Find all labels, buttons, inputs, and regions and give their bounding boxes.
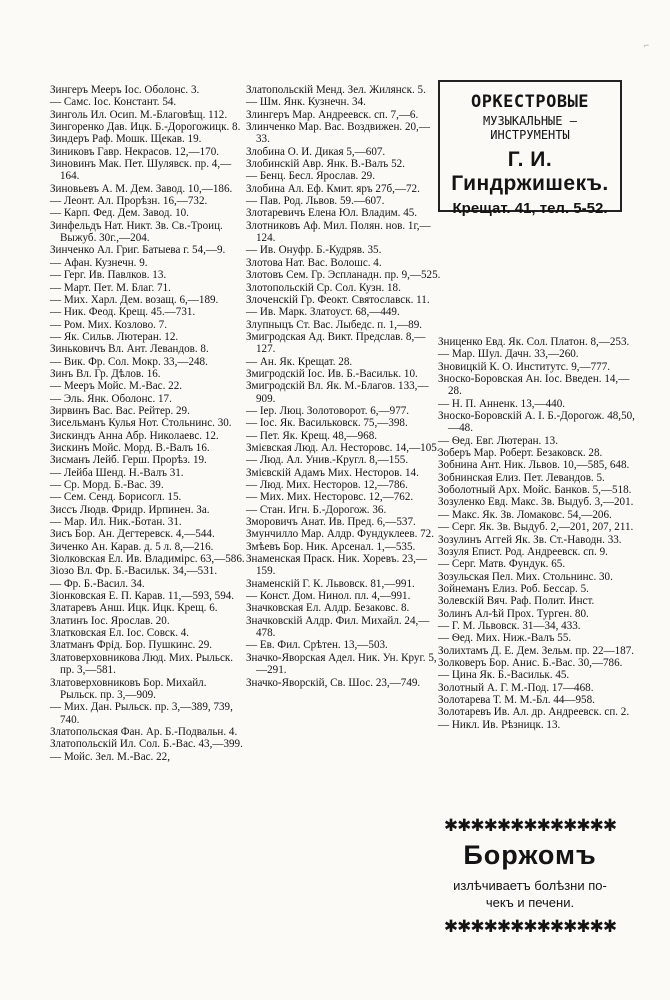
directory-entry: — Пав. Род. Львов. 59.—607. (246, 195, 385, 208)
margin-mark: ⌐ (644, 40, 650, 50)
directory-entry: Зиченко Ан. Карав. д. 5 л. 8,—216. (50, 540, 214, 553)
directory-entry: — Люд. Ал. Унив.-Кругл. 8,—155. (246, 454, 409, 467)
directory-entry: Зновицкій К. О. Институтс. 9,—777. (438, 360, 611, 373)
directory-entry: — Ник. Феод. Крещ. 45.—731. (50, 306, 196, 319)
directory-entry: — Конст. Дом. Нинол. пл. 4,—991. (246, 590, 411, 603)
directory-entry: — Март. Пет. М. Благ. 71. (50, 281, 171, 294)
directory-column-2 (246, 84, 442, 689)
directory-entry: Златоверховникова Люд. Мих. Рыльск. пр. 3,—581. (50, 651, 234, 677)
directory-entry: Зисманъ Лейб. Герш. Прорѣз. 19. (50, 454, 207, 467)
directory-entry: Змієвскій Адамъ Мих. Несторов. 14. (246, 466, 419, 479)
directory-entry: — Мар. Ил. Ник.-Ботан. 31. (50, 516, 182, 529)
directory-entry: Значко-Яворская Адел. Ник. Ун. Круг. 5,—291. (246, 651, 437, 677)
directory-entry: Зирвинъ Вас. Вас. Рейтер. 29. (50, 404, 190, 417)
directory-entry: Злупныцъ Ст. Вас. Лыбедс. п. 1,—89. (246, 318, 423, 331)
directory-entry: Змунчилло Мар. Алдр. Фундуклеев. 72. (246, 528, 435, 541)
directory-entry: Злотниковъ Аф. Мил. Полян. нов. 1г,—124. (246, 219, 431, 245)
directory-entry: Змигродскій Вл. Як. М.-Благов. 133,—909. (246, 380, 429, 405)
directory-entry: — Бенц. Бесл. Ярослав. 29. (246, 170, 375, 183)
directory-entry: — Г. М. Львовск. 31—34, 433. (438, 619, 581, 632)
ad-brand: Боржомъ (463, 840, 597, 870)
directory-entry: Зноско-Боровскій А. І. Б.-Дорогож. 48,50,—48. (438, 410, 635, 435)
directory-entry: Злобинскій Авр. Янк. В.-Валъ 52. (246, 158, 405, 171)
directory-entry: — Мар. Шул. Дачн. 33,—260. (438, 348, 579, 361)
directory-entry: Зозуля Епист. Род. Андреевск. сп. 9. (438, 545, 608, 558)
directory-entry: Зингеръ Мееръ Іос. Оболонс. 3. (50, 84, 200, 96)
directory-entry: Златманъ Фрід. Бор. Пушкинс. 29. (50, 639, 213, 652)
directory-entry: — Ѳед. Мих. Ниж.-Валъ 55. (438, 632, 572, 645)
directory-entry: Злотовъ Сем. Гр. Эспланадн. пр. 9,—525. (246, 269, 441, 282)
directory-column-1 (50, 84, 246, 763)
directory-entry: — Эль. Янк. Оболонс. 17. (50, 392, 172, 405)
directory-entry: — Н. П. Анненк. 13,—440. (438, 397, 566, 410)
directory-entry: — Герг. Ив. Павлков. 13. (50, 269, 167, 282)
directory-entry: Зингоренко Дав. Ицк. Б.-Дорогожицк. 8. (50, 121, 241, 134)
directory-entry: Зіозо Вл. Фр. Б.-Васильк. 34,—531. (50, 565, 218, 578)
directory-entry: Зноско-Боровская Ан. Іос. Введен. 14,—28. (438, 373, 630, 398)
directory-entry: Зиссъ Людв. Фридр. Ирпинен. За. (50, 503, 210, 516)
directory-entry: — Іер. Люц. Золотоворот. 6,—977. (246, 404, 410, 417)
directory-entry: Златинъ Іос. Ярослав. 20. (50, 614, 170, 627)
directory-entry: — Макс. Як. Зв. Ломаковс. 54,—206. (438, 508, 612, 521)
directory-entry: — Ср. Морд. Б.-Вас. 39. (50, 479, 164, 491)
directory-entry: Зозулинъ Аггей Як. Зв. Ст.-Наводн. 33. (438, 533, 622, 546)
directory-entry: Зниценко Евд. Як. Сол. Платон. 8,—253. (438, 336, 630, 348)
directory-entry: — Мих. Харл. Дем. возащ. 6,—189. (50, 293, 219, 306)
directory-column-3 (438, 336, 638, 731)
directory-entry: Зозульская Пел. Мих. Стольнинс. 30. (438, 570, 613, 583)
directory-entry: Зоболотный Арх. Мойс. Банков. 5,—518. (438, 484, 632, 497)
directory-entry: — Ив. Онуфр. Б.-Кудряв. 35. (246, 244, 382, 257)
directory-entry: Зиновинъ Мак. Пет. Шулявск. пр. 4,—164. (50, 158, 232, 183)
directory-entry: Зискинъ Мойс. Морд. В.-Валъ 16. (50, 441, 210, 454)
directory-entry: — Шм. Янк. Кузнечн. 34. (246, 96, 366, 109)
directory-entry: — Ан. Як. Крещат. 28. (246, 355, 353, 368)
directory-entry: Зіолковская Ел. Ив. Владимірс. 63,—586. (50, 553, 245, 566)
directory-entry: Златопольскій Ил. Сол. Б.-Вас. 43,—399. (50, 738, 243, 751)
directory-entry: — Цина Як. Б.-Васильк. 45. (438, 669, 570, 682)
directory-entry: Змієвская Люд. Ал. Несторовс. 14,—105. (246, 441, 440, 454)
directory-entry: Золихтамъ Д. Е. Дем. Зельм. пр. 22—187. (438, 644, 635, 657)
directory-entry: Златоверховниковъ Бор. Михайл. Рыльск. пр. 3,—909. (50, 676, 207, 701)
directory-entry: Золотаревъ Ив. Ал. др. Андреевск. сп. 2. (438, 706, 630, 719)
directory-entry: — Мойс. Зел. М.-Вас. 22, (50, 750, 170, 763)
directory-entry: Злинченко Мар. Вас. Воздвижен. 20,—33. (246, 121, 430, 146)
directory-entry: — Серг. Матв. Фундук. 65. (438, 558, 566, 571)
directory-entry: Зморовичъ Анат. Ив. Пред. 6,—537. (246, 516, 416, 529)
ad-title: ОРКЕСТРОВЫЕ (470, 92, 590, 112)
directory-entry: Зіонковская Е. П. Карав. 11,—593, 594. (50, 590, 235, 603)
ad-text-line-2: чекъ и печени. (485, 895, 575, 910)
directory-entry: Златаревъ Анш. Ицк. Ицк. Крещ. 6. (50, 602, 218, 615)
directory-entry: — Ром. Мих. Козлово. 7. (50, 318, 167, 331)
directory-entry: Золковеръ Бор. Анис. Б.-Вас. 30,—786. (438, 656, 623, 669)
directory-entry: Зобнина Ант. Ник. Львов. 10,—585, 648. (438, 459, 630, 472)
directory-entry: — Ив. Марк. Златоуст. 68,—449. (246, 306, 400, 319)
directory-entry: — Мих. Мих. Несторовс. 12,—762. (246, 491, 414, 504)
ad-address: Крещат. 41, тел. 5-52. (452, 200, 608, 217)
ad-text-line-1: излѣчиваетъ болѣзни по- (453, 878, 607, 893)
borjomi-ad (438, 816, 622, 938)
directory-entry: Зискиндъ Анна Абр. Николаевс. 12. (50, 429, 219, 442)
directory-entry: — Мих. Дан. Рыльск. пр. 3,—389, 739, 740. (50, 701, 233, 726)
directory-entry: Змѣевъ Бор. Ник. Арсенал. 1,—535. (246, 540, 416, 553)
directory-entry: Значковская Ел. Алдр. Безаковс. 8. (246, 602, 410, 615)
directory-entry: Злингеръ Мар. Андреевск. сп. 7,—6. (246, 108, 419, 121)
directory-entry: Зисельманъ Кулья Нот. Стольнинс. 30. (50, 417, 232, 430)
directory-entry: Злотаревичъ Елена Юл. Владим. 45. (246, 207, 418, 220)
directory-entry: Зисъ Бор. Ан. Дегтеревск. 4,—544. (50, 528, 215, 541)
stars-border-bottom: ✱✱✱✱✱✱✱✱✱✱✱✱✱ (443, 917, 617, 936)
directory-entry: Златковская Ел. Іос. Совск. 4. (50, 627, 190, 640)
directory-entry: Зойнеманъ Елиз. Роб. Бессар. 5. (438, 582, 589, 595)
directory-entry: — Лейба Шенд. Н.-Валъ 31. (50, 466, 184, 479)
directory-entry: — Серг. Як. Зв. Выдуб. 2,—201, 207, 211. (438, 521, 634, 534)
directory-entry: — Ев. Фил. Срѣтен. 13,—503. (246, 639, 388, 652)
directory-entry: — Пет. Як. Крещ. 48,—968. (246, 429, 378, 442)
directory-entry: — Карп. Фед. Дем. Завод. 10. (50, 207, 189, 220)
directory-entry: Злоченскій Гр. Феокт. Святославск. 11. (246, 293, 430, 306)
directory-entry: Зинъ Вл. Гр. Дѣлов. 16. (50, 367, 161, 380)
stars-border-top: ✱✱✱✱✱✱✱✱✱✱✱✱✱ (443, 816, 617, 835)
directory-entry: — Мееръ Мойс. М.-Вас. 22. (50, 380, 183, 393)
directory-entry: Значковскій Алдр. Фил. Михайл. 24,—478. (246, 614, 430, 640)
directory-entry: Зиниковъ Гавр. Некрасов. 12,—170. (50, 145, 220, 158)
directory-entry: — Як. Сильв. Лютеран. 12. (50, 330, 179, 343)
directory-entry: Зоберъ Мар. Роберт. Безаковск. 28. (438, 447, 603, 460)
directory-entry: Золотный А. Г. М.-Под. 17—468. (438, 681, 594, 694)
directory-entry: Зиновьевъ А. М. Дем. Завод. 10,—186. (50, 182, 233, 195)
directory-entry: Зозуленко Евд. Макс. Зв. Выдуб. 3,—201. (438, 496, 634, 509)
directory-entry: — Ѳед. Евг. Лютеран. 13. (438, 434, 558, 447)
directory-entry: Злотова Нат. Вас. Волошс. 4. (246, 256, 382, 269)
directory-entry: Зинченко Ал. Григ. Батыева г. 54,—9. (50, 244, 226, 257)
directory-entry: Змигродская Ад. Викт. Предслав. 8,—127. (246, 330, 426, 356)
directory-entry: Золотарева Т. М. М.-Бл. 44—958. (438, 693, 595, 706)
directory-entry: — Вик. Фр. Сол. Мокр. 33,—248. (50, 355, 208, 368)
directory-entry: Зиндеръ Раф. Мошк. Щекав. 19. (50, 133, 202, 146)
directory-entry: Зобнинская Елиз. Пет. Левандов. 5. (438, 471, 605, 484)
directory-entry: Значко-Яворскій, Св. Шос. 23,—749. (246, 676, 421, 689)
directory-entry: — Стан. Игн. Б.-Дорогож. 36. (246, 503, 387, 516)
directory-entry: — Афан. Кузнечн. 9. (50, 256, 148, 269)
directory-entry: — Сем. Сенд. Борисогл. 15. (50, 491, 182, 504)
directory-entry: — Самс. Іос. Констант. 54. (50, 96, 177, 109)
directory-entry: Знаменскій Г. К. Львовск. 81,—991. (246, 577, 415, 590)
directory-entry: Знаменская Праск. Ник. Хоревъ. 23,—159. (246, 553, 428, 578)
directory-entry: Золинъ Ал-ѣй Прох. Турген. 80. (438, 607, 589, 620)
ad-subtitle: МУЗЫКАЛЬНЫЕ — ИНСТРУМЕНТЫ (483, 114, 577, 142)
directory-entry: Зинфельдъ Нат. Никт. Зв. Св.-Троиц. Выжуб. 30г.,—204. (50, 219, 223, 245)
directory-entry: Зинголь Ил. Осип. М.-Благовѣщ. 112. (50, 108, 228, 121)
directory-entry: Злобина О. И. Дикая 5,—607. (246, 145, 386, 158)
directory-entry: Златопольская Фан. Ар. Б.-Подвальн. 4. (50, 725, 238, 738)
directory-entry: Златопольскій Менд. Зел. Жилянск. 5. (246, 84, 426, 96)
directory-entry: Злотопольскій Ср. Сол. Кузн. 18. (246, 281, 401, 294)
directory-entry: Змигродскій Іос. Ив. Б.-Васильк. 10. (246, 367, 418, 380)
directory-entry: Зиньковичъ Вл. Ант. Левандов. 8. (50, 343, 209, 356)
orchestra-instruments-ad (438, 80, 622, 217)
directory-entry: — Люд. Мих. Несторов. 12,—786. (246, 479, 408, 491)
directory-entry: — Іос. Як. Васильковск. 75,—398. (246, 417, 408, 430)
ad-company-name: Г. И. Гиндржишекъ. (451, 148, 609, 195)
directory-entry: Злобина Ал. Еф. Кмит. яръ 27б,—72. (246, 182, 420, 195)
directory-entry: — Никл. Ив. Рѣзницк. 13. (438, 718, 561, 731)
directory-entry: — Леонт. Ал. Прорѣзн. 16,—732. (50, 195, 208, 208)
directory-entry: — Фр. Б.-Васил. 34. (50, 577, 145, 590)
directory-entry: Золевскій Вяч. Раф. Полит. Инст. (438, 595, 595, 608)
